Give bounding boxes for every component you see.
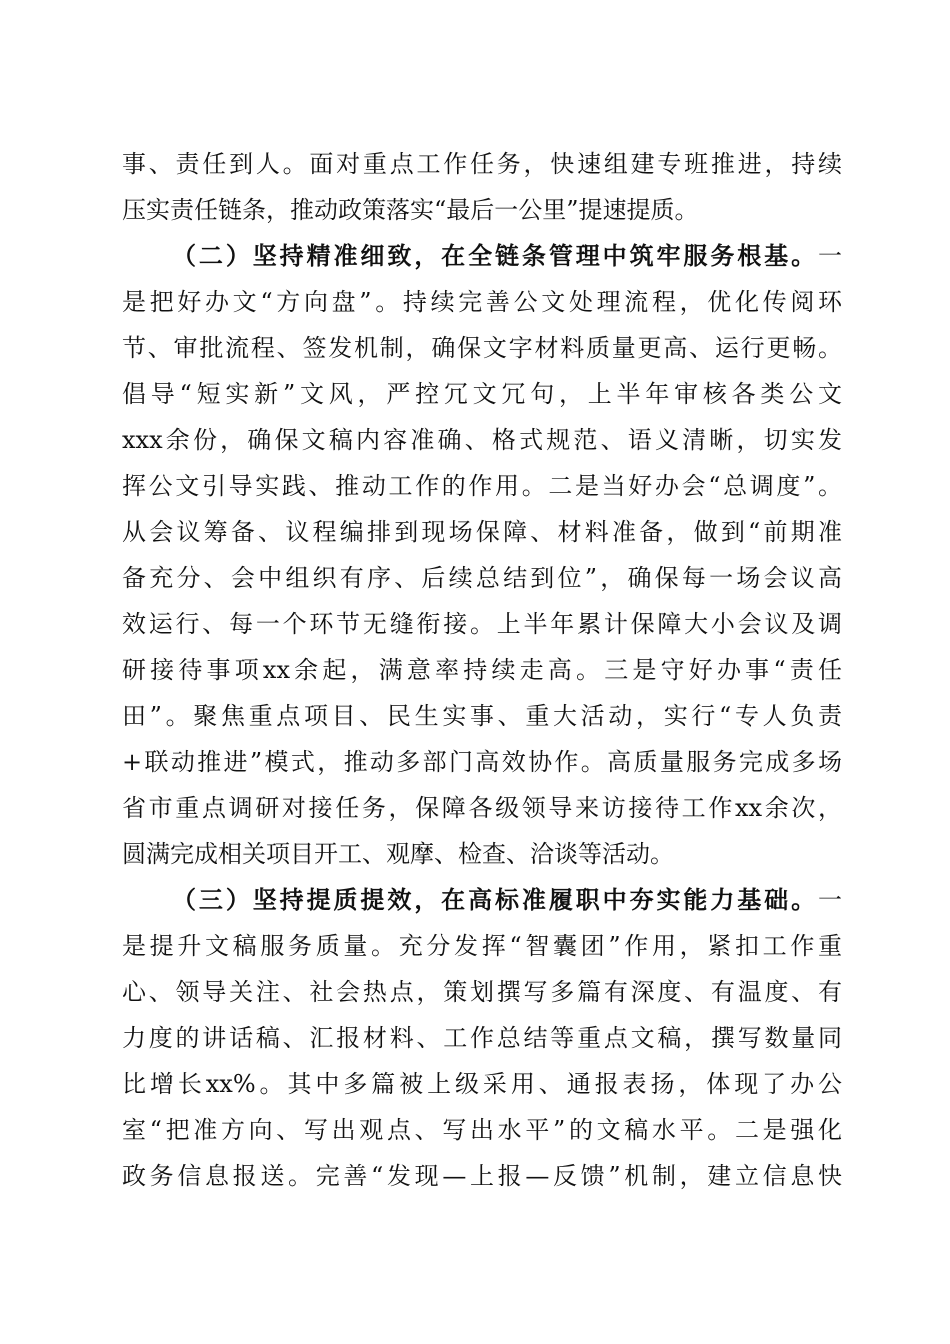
paragraph-line: 事、责任到人。面对重点工作任务，快速组建专班推进，持续: [122, 150, 842, 178]
paragraph-line: 挥公文引导实践、推动工作的作用。二是当好办会“总调度”。: [122, 472, 842, 500]
paragraph-line: 田”。聚焦重点项目、民生实事、重大活动，实行“专人负责: [122, 702, 842, 730]
paragraph-line: 圆满完成相关项目开工、观摩、检查、洽谈等活动。: [122, 840, 674, 868]
paragraph-line: 心、领导关注、社会热点，策划撰写多篇有深度、有温度、有: [122, 978, 842, 1006]
paragraph-line: 是把好办文“方向盘”。持续完善公文处理流程，优化传阅环: [122, 288, 842, 316]
paragraph-line: 压实责任链条，推动政策落实“最后一公里”提速提质。: [122, 196, 699, 224]
paragraph-line: 政务信息报送。完善“发现—上报—反馈”机制，建立信息快: [122, 1162, 842, 1190]
paragraph-line: 室“把准方向、写出观点、写出水平”的文稿水平。二是强化: [122, 1116, 842, 1144]
heading-tail: 一: [818, 886, 842, 914]
paragraph-line: 备充分、会中组织有序、后续总结到位”，确保每一场会议高: [122, 564, 842, 592]
paragraph-line: 力度的讲话稿、汇报材料、工作总结等重点文稿，撰写数量同: [122, 1024, 842, 1052]
paragraph-line: 研接待事项xx余起，满意率持续走高。三是守好办事“责任: [122, 656, 842, 684]
section-heading-2: （二）坚持精准细致，在全链条管理中筑牢服务根基。: [172, 241, 818, 270]
section-heading-3: （三）坚持提质提效，在高标准履职中夯实能力基础。: [172, 885, 818, 914]
paragraph-line: 节、审批流程、签发机制，确保文字材料质量更高、运行更畅。: [122, 334, 842, 362]
paragraph-line: 倡导“短实新”文风，严控冗文冗句，上半年审核各类公文: [122, 380, 842, 408]
heading-tail: 一: [818, 242, 842, 270]
paragraph-line: 是提升文稿服务质量。充分发挥“智囊团”作用，紧扣工作重: [122, 932, 842, 960]
paragraph-line: 省市重点调研对接任务，保障各级领导来访接待工作xx余次，: [122, 794, 842, 822]
paragraph-line: 比增长xx%。其中多篇被上级采用、通报表扬，体现了办公: [122, 1070, 842, 1098]
section-heading-line: [172, 233, 842, 279]
paragraph-line: 从会议筹备、议程编排到现场保障、材料准备，做到“前期准: [122, 518, 842, 546]
paragraph-line: 效运行、每一个环节无缝衔接。上半年累计保障大小会议及调: [122, 610, 842, 638]
section-heading-line: [172, 877, 842, 923]
paragraph-line: +联动推进”模式，推动多部门高效协作。高质量服务完成多场: [122, 748, 842, 776]
paragraph-line: xxx余份，确保文稿内容准确、格式规范、语义清晰，切实发: [122, 426, 842, 454]
